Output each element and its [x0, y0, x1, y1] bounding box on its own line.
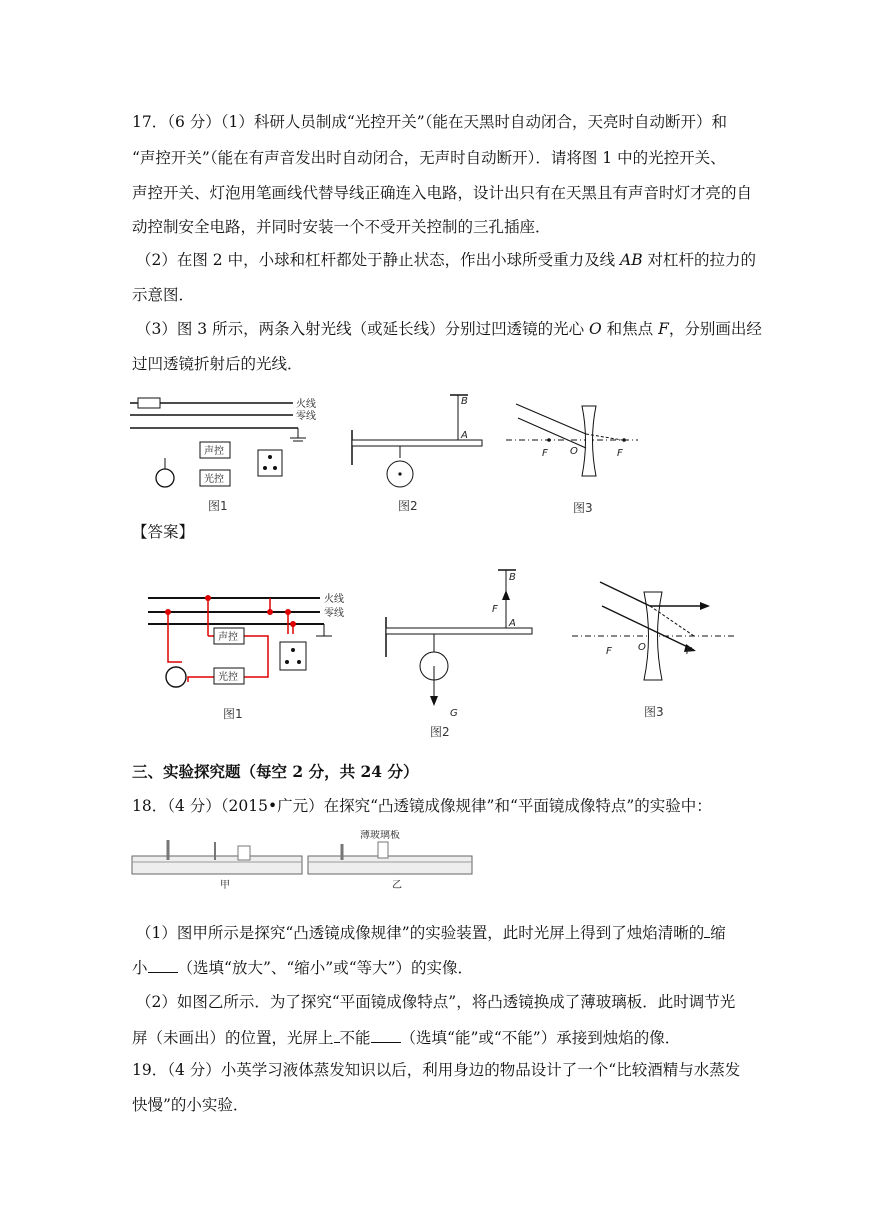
fig1-caption: 图1: [208, 499, 228, 513]
answer-fig3-center-o: O: [638, 642, 646, 653]
answer-fig1-light-switch: 光控: [218, 672, 238, 683]
q18-part-1-line-1: [136, 922, 726, 943]
bench-jia-label: 甲: [220, 880, 230, 891]
answer-fig3-focus-right: F: [686, 646, 692, 657]
q19-line-2: 快慢”的小实验．: [132, 1096, 249, 1114]
q18-part-2-text: 屏（未画出）的位置，光屏上: [132, 1029, 334, 1047]
fig1-light-switch-label: 光控: [204, 474, 224, 485]
answer-fig3-focus-left: F: [606, 646, 612, 657]
fig1-circuit: [130, 397, 316, 513]
q17-line-7-o: O: [589, 320, 602, 338]
bench-jia: [132, 840, 302, 891]
fig1-neutral-wire-label: 零线: [296, 411, 316, 422]
fig2-point-a: A: [461, 430, 468, 441]
answer-fig2-lever: [386, 570, 532, 739]
answer-fig1-caption: 图1: [223, 707, 243, 721]
fig3-focus-right: F: [617, 448, 623, 459]
q17-line-8: 过凹透镜折射后的光线．: [132, 355, 303, 373]
fig3-caption: 图3: [573, 501, 593, 515]
q17-line-1: 17．（6 分）（1）科研人员制成“光控开关”（能在天黑时自动闭合，天亮时自动断开）和: [132, 113, 727, 131]
answer-fig3-caption: 图3: [644, 705, 664, 719]
q17-line-5a: （2）在图 2 中，小球和杠杆都处于静止状态，作出小球所受重力及线: [136, 251, 621, 269]
fig2-lever: [352, 395, 482, 513]
q18-part-2-blank-b: [371, 1027, 401, 1043]
answer-figures: [128, 562, 740, 742]
answer-fig1-live-wire: 火线: [324, 594, 344, 605]
answer-fig2-force-f: F: [492, 604, 498, 615]
fig2-caption: 图2: [398, 499, 418, 513]
q17-line-7a: （3）图 3 所示，两条入射光线（或延长线）分别过凹透镜的光心: [136, 320, 590, 338]
q18-line-1: 18．（4 分）（2015•广元）在探究“凸透镜成像规律”和“平面镜成像特点”的实验中：: [132, 797, 712, 815]
fig2-point-b: B: [461, 396, 468, 407]
bench-glass-plate-label: 薄玻璃板: [360, 830, 400, 841]
q17-line-7e: ，分别画出经: [668, 320, 762, 338]
q17-line-5-ab: AB: [620, 251, 643, 269]
fig3-center-o: O: [570, 446, 578, 457]
fig3-focus-left: F: [542, 448, 548, 459]
q18-part-1-tail: （选填“放大”、“缩小”或“等大”）的实像．: [177, 959, 474, 977]
fig1-sound-switch-label: 声控: [204, 446, 224, 457]
answer-fig2-point-a: A: [509, 618, 516, 629]
q17-line-3: 声控开关、灯泡用笔画线代替导线正确连入电路，设计出只有在天黑且有声音时灯才亮的自: [132, 184, 753, 202]
q17-line-7-f: F: [658, 320, 669, 338]
q17-line-7c: 和焦点: [601, 320, 659, 338]
fig3-lens: [506, 404, 638, 515]
answer-fig1-neutral-wire: 零线: [324, 608, 344, 619]
section-3-heading: 三、实验探究题（每空 2 分，共 24 分）: [132, 762, 419, 781]
q17-line-5c: 对杠杆的拉力的: [642, 251, 757, 269]
q18-part-1-answer-a: 缩: [710, 924, 726, 942]
q19-line-1: 19．（4 分）小英学习液体蒸发知识以后，利用身边的物品设计了一个“比较酒精与水蒸发: [132, 1061, 741, 1079]
answer-fig2-caption: 图2: [430, 725, 450, 739]
q18-part-1-line-2: [132, 957, 473, 978]
fig1-live-wire-label: 火线: [296, 399, 316, 410]
bench-yi: [308, 830, 472, 891]
q17-line-2: “声控开关”（能在有声音发出时自动闭合，无声时自动断开）．请将图 1 中的光控开关、: [132, 149, 726, 167]
q17-line-5: [136, 250, 756, 270]
answer-fig2-point-b: B: [509, 572, 516, 583]
answer-fig1-sound-switch: 声控: [218, 632, 238, 643]
q17-line-7: [136, 319, 762, 339]
q18-part-2-line-2: [132, 1027, 680, 1048]
q17-line-6: 示意图．: [132, 286, 195, 304]
q18-part-1-answer-b: 小: [132, 959, 148, 977]
q18-part-2-tail: （选填“能”或“不能”）承接到烛焰的像．: [400, 1029, 681, 1047]
answer-fig2-gravity-g: G: [450, 708, 458, 719]
q18-optical-bench-figure: [130, 830, 475, 892]
question-figures: [128, 390, 688, 520]
q18-part-2-answer: 不能: [339, 1029, 371, 1047]
answer-fig1-circuit: [148, 592, 344, 721]
q17-line-4: 动控制安全电路，并同时安装一个不受开关控制的三孔插座．: [132, 218, 551, 236]
q18-part-1-blank-b: [148, 957, 178, 973]
q18-part-2-line-1: （2）如图乙所示．为了探究“平面镜成像特点”，将凸透镜换成了薄玻璃板．此时调节光: [136, 993, 736, 1011]
bench-yi-label: 乙: [392, 880, 402, 891]
answer-fig3-lens: [572, 582, 736, 719]
q18-part-1-text: （1）图甲所示是探究“凸透镜成像规律”的实验装置，此时光屏上得到了烛焰清晰的: [136, 924, 705, 942]
answer-label: 【答案】: [132, 523, 195, 541]
